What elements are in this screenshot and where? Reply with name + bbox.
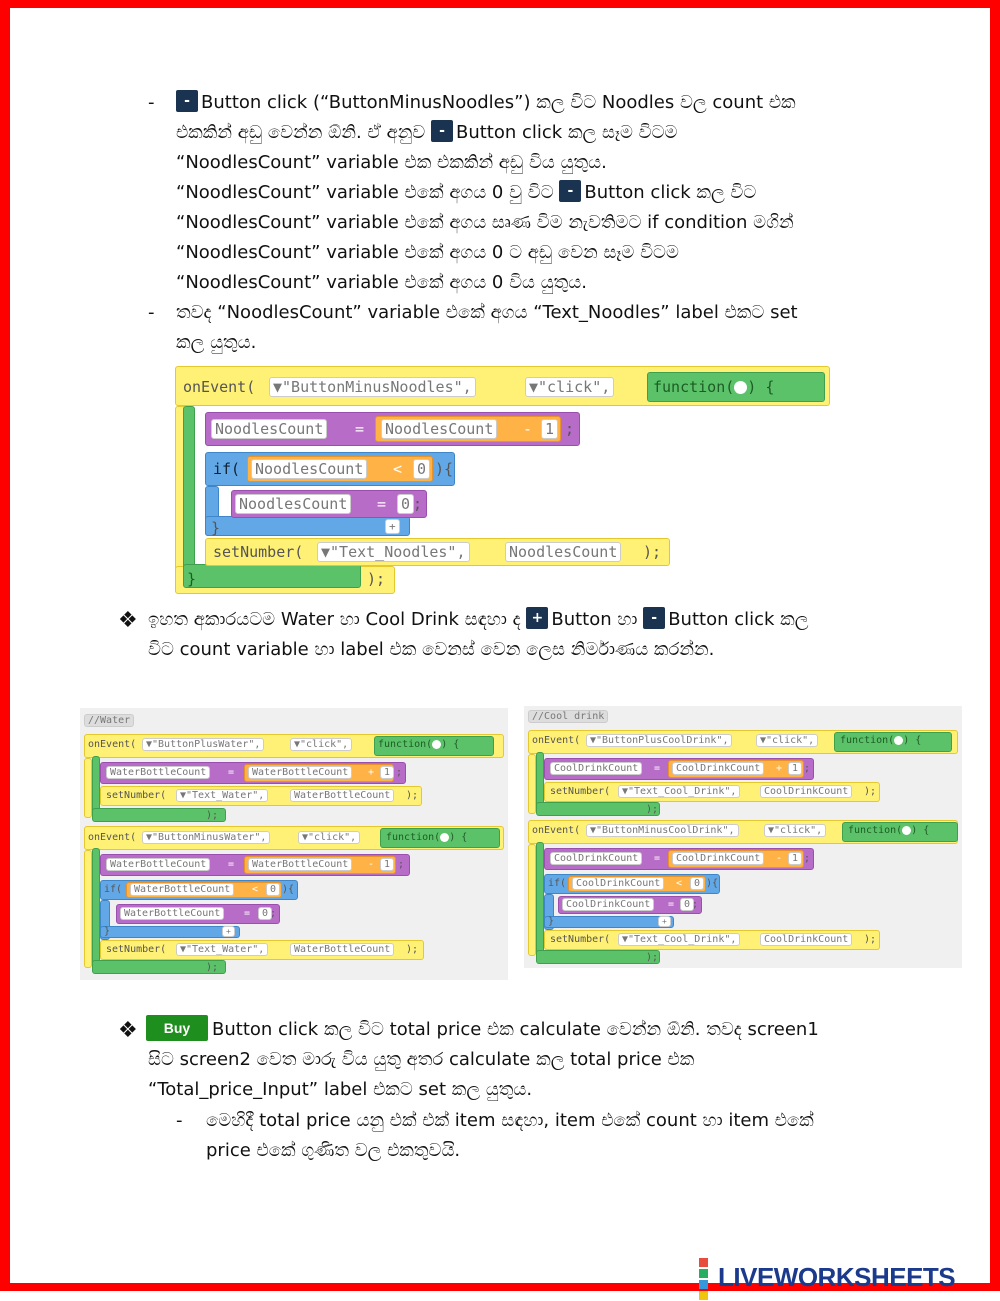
code-text: ; (692, 899, 699, 910)
liveworksheets-logo[interactable] (698, 1257, 955, 1301)
code-text: function( ) { (378, 739, 460, 750)
code-text: - (776, 853, 783, 864)
code-var: CoolDrinkCount (562, 898, 654, 911)
minus-button-icon: - (431, 120, 453, 142)
code-text: ); (206, 962, 219, 973)
text-line: මෙහිදී total price යනු එක් එක් item සඳහා, item එකේ count හා item එකේ (206, 1110, 814, 1131)
text-line: Buy Button click කල විට total price එක calculate වෙන්න ඕනි. තවද screen1 (146, 1015, 819, 1045)
text-line: “NoodlesCount” variable එකේ අගය 0 විය යුතුය. (176, 272, 587, 293)
code-var: NoodlesCount (235, 494, 351, 514)
text-line: කල යුතුය. (176, 332, 257, 353)
code-number: 1 (541, 419, 558, 439)
dash-bullet: - (176, 1110, 183, 1131)
code-number: 0 (690, 877, 704, 890)
text-line: තවද “NoodlesCount” variable එකේ අගය “Text_Noodles” label එකට set (176, 302, 798, 323)
code-text: ; (396, 767, 403, 778)
code-string: ▼"Text_Water", (176, 943, 268, 956)
event-block-side (528, 754, 536, 814)
code-text: setNumber( (106, 790, 167, 801)
param-circle (894, 736, 903, 745)
code-text: ; (398, 859, 405, 870)
code-number: 0 (397, 494, 414, 514)
code-text: ){ (282, 884, 295, 895)
code-text: + (776, 763, 783, 774)
diamond-bullet: ❖ (118, 608, 138, 633)
dash-bullet: - (148, 302, 155, 323)
code-var: CoolDrinkCount (760, 785, 852, 798)
code-string: ▼"Text_Water", (176, 789, 268, 802)
code-text: < (676, 878, 683, 889)
code-text: setNumber( (550, 934, 611, 945)
minus-button-icon: - (643, 607, 665, 629)
function-footer (536, 802, 660, 816)
minus-button-icon: - (176, 90, 198, 112)
code-text: ; (565, 420, 575, 438)
code-text: function( ) { (840, 735, 922, 746)
text-line: “NoodlesCount” variable එකේ අගය සෘණ විම නැවතිමට if condition මගින් (176, 212, 794, 233)
code-text: function( ) { (848, 825, 930, 836)
dash-bullet: - (148, 92, 155, 113)
code-string: ▼"Text_Cool_Drink", (618, 933, 740, 946)
if-footer (544, 916, 674, 928)
code-text: ); (406, 790, 419, 801)
text-line: එකකින් අඩු වෙන්න ඕනි. ඒ අනුව - Button click කල සෑම විටම (176, 122, 678, 143)
code-text: = (668, 899, 675, 910)
code-text: if( (548, 878, 567, 889)
code-string: ▼"ButtonMinusWater", (142, 831, 270, 844)
text-line: “NoodlesCount” variable එකේ අගය 0 වු විට - Button click කල විට (176, 182, 757, 203)
logo-mark-icon (698, 1257, 718, 1301)
code-var: WaterBottleCount (248, 766, 352, 779)
code-text: ){ (435, 460, 454, 478)
code-text: ; (804, 853, 811, 864)
code-comment: //Water (84, 714, 134, 727)
code-text: ); (864, 786, 877, 797)
code-text: ); (643, 543, 662, 561)
code-text: onEvent( (532, 825, 581, 836)
code-var: WaterBottleCount (106, 766, 210, 779)
code-string: ▼"Text_Cool_Drink", (618, 785, 740, 798)
code-var: CoolDrinkCount (672, 762, 764, 775)
code-var: WaterBottleCount (290, 943, 394, 956)
code-string: ▼"ButtonMinusNoodles", (269, 377, 476, 397)
code-number: 0 (266, 883, 280, 896)
code-text: - (523, 420, 533, 438)
text-line: “NoodlesCount” variable එකේ අගය 0 ට අඩු වෙන සෑම විටම (176, 242, 679, 263)
code-var: CoolDrinkCount (550, 852, 642, 865)
code-var: WaterBottleCount (290, 789, 394, 802)
code-var: CoolDrinkCount (672, 852, 764, 865)
text-line: “NoodlesCount” variable එක එකකින් අඩු විය යුතුය. (176, 152, 607, 173)
event-block-side (84, 758, 92, 818)
function-footer (536, 950, 660, 964)
add-else-icon: + (385, 519, 400, 534)
code-string: ▼"click", (764, 824, 826, 837)
text-line: විට count variable හා label එක වෙනස් වෙන ලෙස නිර්මාණය කරන්න. (148, 639, 715, 660)
code-comment: //Cool drink (528, 710, 608, 723)
function-body (183, 406, 195, 586)
code-var: WaterBottleCount (130, 883, 234, 896)
param-circle (432, 740, 441, 749)
code-text: setNumber( (106, 944, 167, 955)
code-string: ▼"click", (298, 831, 360, 844)
function-body (92, 756, 100, 814)
code-text: onEvent( (183, 378, 256, 396)
code-text: } (187, 570, 197, 588)
if-footer (205, 516, 410, 536)
code-text: ); (206, 810, 219, 821)
code-var: WaterBottleCount (120, 907, 224, 920)
code-string: ▼"click", (525, 377, 614, 397)
code-text: ); (646, 804, 659, 815)
code-block-cooldrink (524, 706, 962, 968)
code-string: ▼"click", (756, 734, 818, 747)
function-footer (183, 564, 361, 588)
param-circle (440, 833, 449, 842)
code-number: 0 (413, 459, 430, 479)
code-text: if( (104, 884, 123, 895)
code-number: 1 (788, 852, 802, 865)
diamond-bullet: ❖ (118, 1018, 138, 1043)
code-text: = (355, 420, 365, 438)
code-text: ); (646, 952, 659, 963)
code-text: } (548, 916, 555, 927)
if-footer (100, 926, 240, 938)
text-line: සිට screen2 වෙත මාරු විය යුතු අතර calculate කල total price එක (148, 1049, 695, 1070)
code-var: NoodlesCount (381, 419, 497, 439)
code-var: NoodlesCount (211, 419, 327, 439)
code-text: } (211, 519, 221, 537)
code-text: = (228, 767, 235, 778)
text-line: - Button click (“ButtonMinusNoodles”) කල විට Noodles වල count එක (176, 88, 796, 118)
code-var: CoolDrinkCount (572, 877, 664, 890)
code-text: < (252, 884, 259, 895)
code-number: 1 (380, 858, 394, 871)
code-text: = (654, 853, 661, 864)
logo-text: LIVEWORKSHEETS (718, 1261, 956, 1292)
code-var: NoodlesCount (251, 459, 367, 479)
code-text: ; (270, 908, 277, 919)
code-text: = (244, 908, 251, 919)
code-text: function( ) { (653, 378, 775, 396)
code-text: onEvent( (532, 735, 581, 746)
code-text: ); (864, 934, 877, 945)
code-text: ; (804, 763, 811, 774)
code-number: 0 (258, 907, 272, 920)
code-text: onEvent( (88, 832, 137, 843)
minus-button-icon: - (559, 180, 581, 202)
code-number: 0 (680, 898, 694, 911)
add-else-icon: + (658, 916, 671, 927)
code-text: ); (367, 570, 386, 588)
param-circle (902, 826, 911, 835)
code-text: + (368, 767, 375, 778)
code-text: function( ) { (386, 832, 468, 843)
param-circle (734, 381, 747, 394)
code-var: NoodlesCount (505, 542, 621, 562)
buy-button-icon: Buy (146, 1015, 208, 1041)
code-number: 1 (380, 766, 394, 779)
code-text: } (104, 926, 111, 937)
code-block-noodles (175, 366, 830, 598)
code-text: ){ (706, 878, 719, 889)
add-else-icon: + (222, 926, 235, 937)
code-var: CoolDrinkCount (760, 933, 852, 946)
code-string: ▼"ButtonPlusWater", (142, 738, 264, 751)
code-string: ▼"Text_Noodles", (317, 542, 470, 562)
event-block-side (84, 850, 92, 968)
code-string: ▼"click", (290, 738, 352, 751)
code-text: = (377, 495, 387, 513)
code-text: setNumber( (213, 543, 304, 561)
event-block-side (528, 844, 536, 956)
text-line: ඉහත අකාරයටම Water හා Cool Drink සඳහා ද + Button හා - Button click කල (148, 609, 809, 630)
text-line: “Total_price_Input” label එකට set කල යුතුය. (148, 1079, 533, 1100)
code-text: = (654, 763, 661, 774)
code-var: WaterBottleCount (248, 858, 352, 871)
code-text: - (368, 859, 375, 870)
text-line: price එකේ ගුණිත වල එකතුවයි. (206, 1140, 461, 1161)
plus-button-icon: + (526, 607, 548, 629)
code-text: onEvent( (88, 739, 137, 750)
function-body (92, 848, 100, 966)
code-text: < (393, 460, 403, 478)
code-var: CoolDrinkCount (550, 762, 642, 775)
code-text: if( (213, 460, 241, 478)
function-body (536, 842, 544, 956)
code-block-water (80, 708, 508, 980)
code-string: ▼"ButtonPlusCoolDrink", (586, 734, 732, 747)
code-text: ; (413, 495, 423, 513)
code-number: 1 (788, 762, 802, 775)
code-var: WaterBottleCount (106, 858, 210, 871)
code-text: setNumber( (550, 786, 611, 797)
code-text: = (228, 859, 235, 870)
code-string: ▼"ButtonMinusCoolDrink", (586, 824, 739, 837)
code-text: ); (406, 944, 419, 955)
